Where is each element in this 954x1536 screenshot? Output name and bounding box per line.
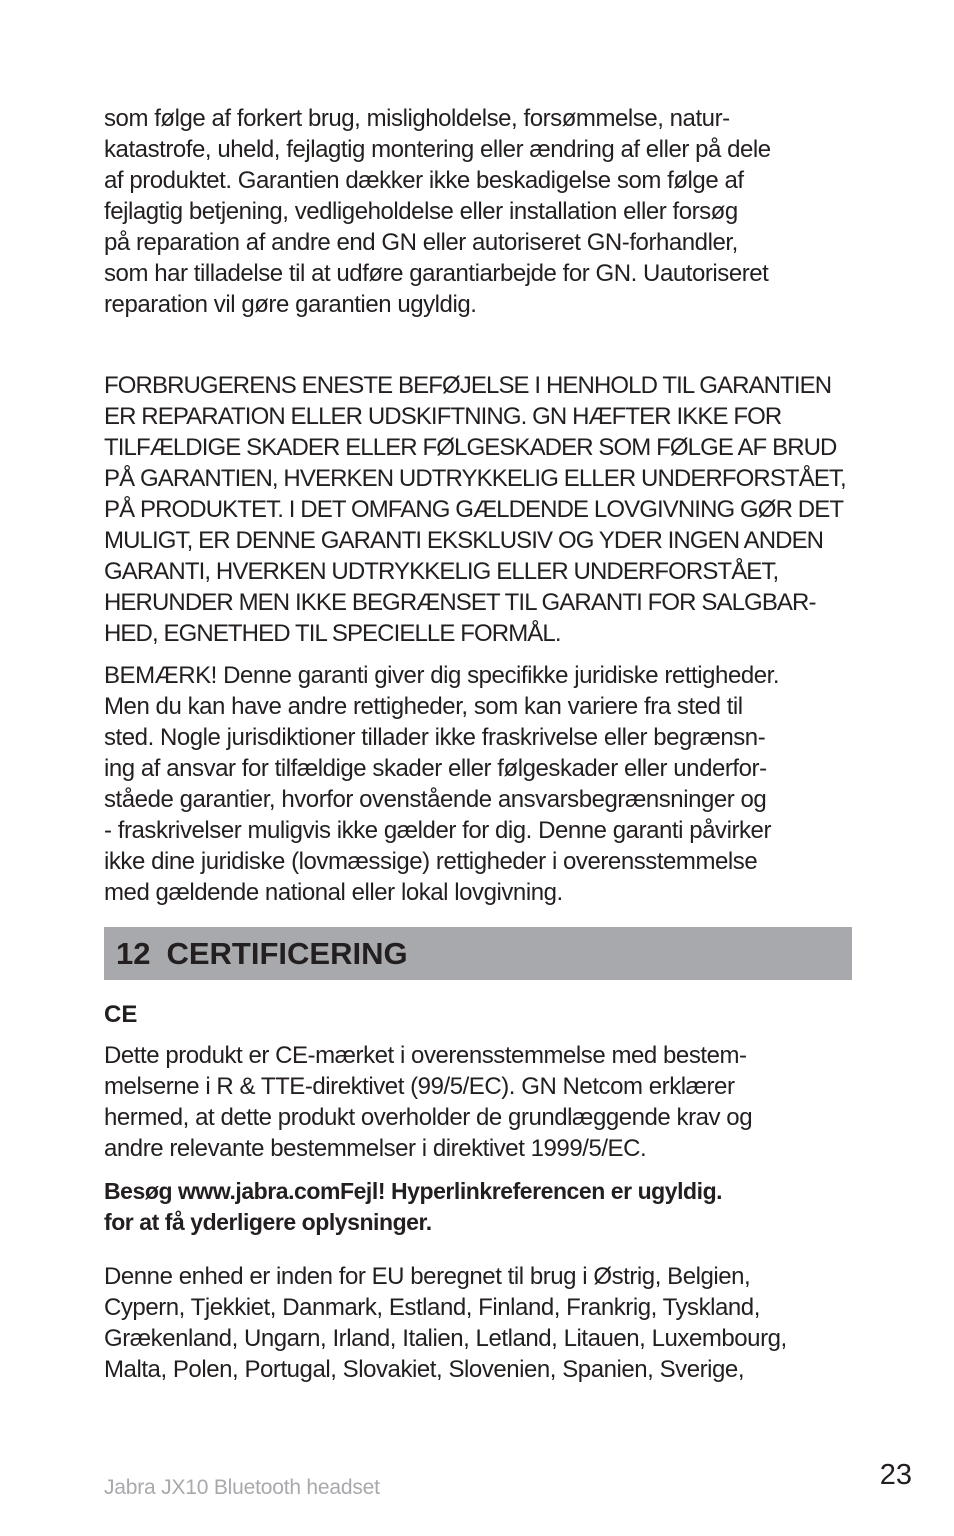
text-line: PÅ PRODUKTET. I DET OMFANG GÆLDENDE LOVGIVNING GØR DET xyxy=(104,496,844,523)
text-line: Grækenland, Ungarn, Irland, Italien, Letland, Litauen, Luxembourg, xyxy=(104,1325,787,1352)
text-line: katastrofe, uheld, fejlagtig montering eller ændring af eller på dele xyxy=(104,136,771,163)
text-line: ER REPARATION ELLER UDSKIFTNING. GN HÆFTER IKKE FOR xyxy=(104,403,782,430)
text-line: reparation vil gøre garantien ugyldig. xyxy=(104,291,477,318)
text-line: - fraskrivelser muligvis ikke gælder for dig. Denne garanti påvirker xyxy=(104,817,771,844)
text-line: ikke dine juridiske (lovmæssige) rettigheder i overensstemmelse xyxy=(104,848,758,875)
text-line: Men du kan have andre rettigheder, som kan variere fra sted til xyxy=(104,693,743,720)
ce-conformity-paragraph xyxy=(104,1040,852,1164)
text-line: på reparation af andre end GN eller autoriseret GN-forhandler, xyxy=(104,229,738,256)
text-line: ing af ansvar for tilfældige skader eller følgeskader eller underfor- xyxy=(104,755,767,782)
text-line: BEMÆRK! Denne garanti giver dig specifikke juridiske rettigheder. xyxy=(104,662,780,689)
text-line: GARANTI, HVERKEN UDTRYKKELIG ELLER UNDERFORSTÅET, xyxy=(104,558,779,585)
section-title: CERTIFICERING xyxy=(166,935,408,971)
text-line: andre relevante bestemmelser i direktivet 1999/5/EC. xyxy=(104,1135,647,1162)
visit-website-paragraph xyxy=(104,1176,852,1238)
text-line: Cypern, Tjekkiet, Danmark, Estland, Finland, Frankrig, Tyskland, xyxy=(104,1294,760,1321)
text-line: HERUNDER MEN IKKE BEGRÆNSET TIL GARANTI FOR SALGBAR- xyxy=(104,589,816,616)
text-line: TILFÆLDIGE SKADER ELLER FØLGESKADER SOM FØLGE AF BRUD xyxy=(104,434,837,461)
warranty-exclusions-paragraph xyxy=(104,103,852,320)
page-content xyxy=(104,103,852,1385)
text-line: Dette produkt er CE-mærket i overensstemmelse med bestem- xyxy=(104,1042,747,1069)
text-line: sted. Nogle jurisdiktioner tillader ikke fraskrivelse eller begrænsn- xyxy=(104,724,766,751)
text-line: FORBRUGERENS ENESTE BEFØJELSE I HENHOLD TIL GARANTIEN xyxy=(104,372,832,399)
footer-product-title: Jabra JX10 Bluetooth headset xyxy=(104,1476,380,1499)
section-number: 12 xyxy=(116,935,151,971)
text-line: HED, EGNETHED TIL SPECIELLE FORMÅL. xyxy=(104,620,561,647)
eu-countries-paragraph xyxy=(104,1261,852,1385)
text-line: PÅ GARANTIEN, HVERKEN UDTRYKKELIG ELLER UNDERFORSTÅET, xyxy=(104,465,846,492)
ce-subheading: CE xyxy=(104,1001,138,1028)
text-line: hermed, at dette produkt overholder de grundlæggende krav og xyxy=(104,1104,753,1131)
text-line: melserne i R & TTE-direktivet (99/5/EC). GN Netcom erklærer xyxy=(104,1073,735,1100)
section-heading-certification xyxy=(104,927,852,980)
text-line: som følge af forkert brug, misligholdelse, forsømmelse, natur- xyxy=(104,105,730,132)
text-line: Malta, Polen, Portugal, Slovakiet, Slovenien, Spanien, Sverige, xyxy=(104,1356,745,1383)
text-line: MULIGT, ER DENNE GARANTI EKSKLUSIV OG YDER INGEN ANDEN xyxy=(104,527,824,554)
text-line: med gældende national eller lokal lovgivning. xyxy=(104,879,563,906)
text-line: for at få yderligere oplysninger. xyxy=(104,1209,432,1235)
legal-rights-note-paragraph xyxy=(104,660,852,908)
consumer-remedy-paragraph xyxy=(104,370,852,649)
page-number: 23 xyxy=(879,1459,912,1491)
text-line: Denne enhed er inden for EU beregnet til brug i Østrig, Belgien, xyxy=(104,1263,751,1290)
text-line: af produktet. Garantien dækker ikke beskadigelse som følge af xyxy=(104,167,744,194)
text-line: som har tilladelse til at udføre garantiarbejde for GN. Uautoriseret xyxy=(104,260,769,287)
text-line: Besøg www.jabra.comFejl! Hyperlinkreferencen er ugyldig. xyxy=(104,1178,723,1204)
text-line: fejlagtig betjening, vedligeholdelse eller installation eller forsøg xyxy=(104,198,738,225)
text-line: ståede garantier, hvorfor ovenstående ansvarsbegrænsninger og xyxy=(104,786,767,813)
